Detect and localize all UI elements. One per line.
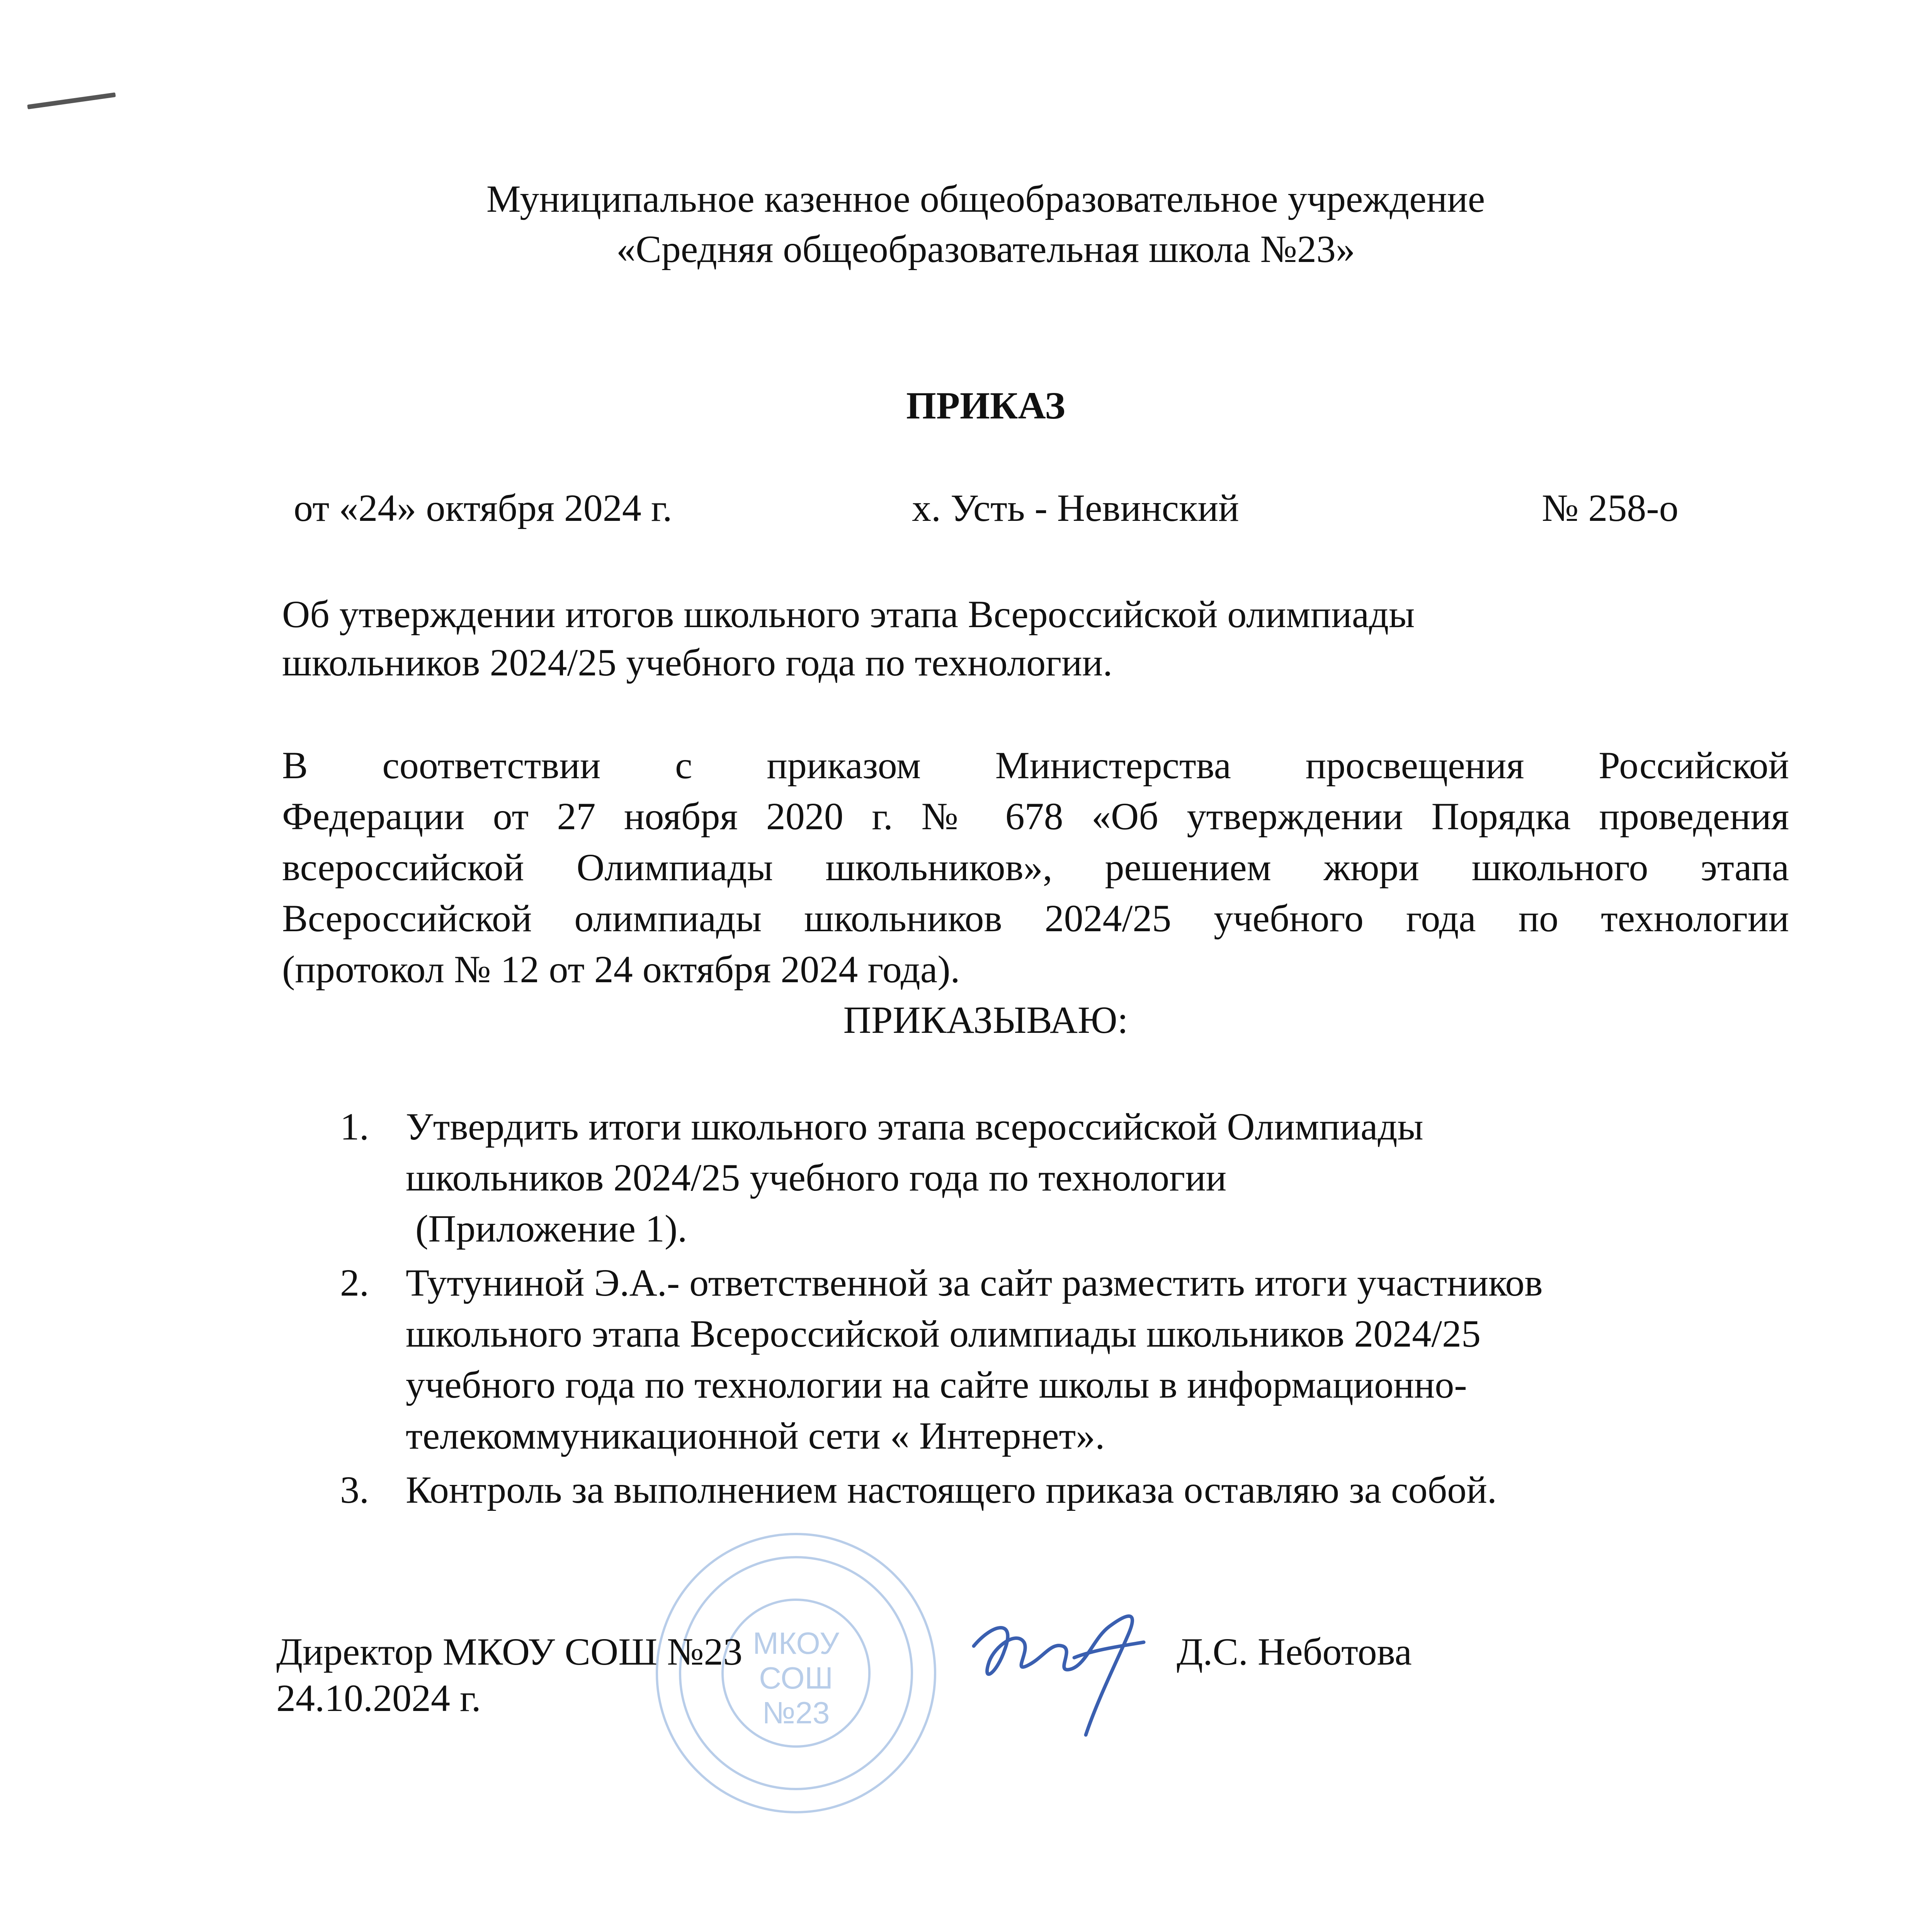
list-item-line: Утвердить итоги школьного этапа всероссийской Олимпиады [406,1105,1423,1148]
signatory-name: Д.С. Неботова [1177,1630,1412,1673]
list-item [305,1464,1812,1515]
preamble-line4: Всероссийской олимпиады школьников 2024/25 учебного года по технологии [282,897,1789,940]
order-subject-line1: Об утверждении итогов школьного этапа Всероссийской олимпиады [282,593,1415,636]
org-name-line2: «Средняя общеобразовательная школа №23» [616,228,1355,270]
stamp-text-3: №23 [762,1696,830,1730]
list-item-line: Тутуниной Э.А.- ответственной за сайт разместить итоги участников [406,1261,1543,1304]
scan-artifact-mark [27,92,116,109]
org-name-line1: Муниципальное казенное общеобразовательное учреждение [486,177,1485,220]
signatory-position: Директор МКОУ СОШ №23 [276,1630,743,1673]
list-item-number: 3. [340,1468,369,1511]
order-subject-line2: школьников 2024/25 учебного года по технологии. [282,641,1113,684]
order-number: № 258-о [1542,486,1679,529]
decree-word: ПРИКАЗЫВАЮ: [843,998,1128,1041]
preamble-line1: В соответствии с приказом Министерства просвещения Российской [282,744,1789,787]
list-item-number: 1. [340,1105,369,1148]
list-item-line: (Приложение 1). [406,1207,687,1250]
list-item-number: 2. [340,1261,369,1304]
preamble-line3: всероссийской Олимпиады школьников», решением жюри школьного этапа [282,846,1789,889]
list-item-line: телекоммуникационной сети « Интернет». [406,1414,1105,1457]
order-place: х. Усть - Невинский [912,486,1239,529]
list-item [305,1257,1812,1461]
stamp-text-1: МКОУ [753,1626,839,1660]
preamble-line5: (протокол № 12 от 24 октября 2024 года). [282,948,960,991]
stamp-text-2: СОШ [759,1661,833,1695]
signature-date: 24.10.2024 г. [276,1677,481,1719]
decree-items-list [305,1101,1812,1519]
handwritten-signature-icon [958,1584,1159,1747]
list-item-line: учебного года по технологии на сайте школы в информационно- [406,1363,1467,1406]
list-item-line: Контроль за выполнением настоящего приказа оставляю за собой. [406,1468,1497,1511]
document-title: ПРИКАЗ [906,384,1065,427]
preamble-line2: Федерации от 27 ноября 2020 г. № 678 «Об утверждении Порядка проведения [282,795,1789,838]
list-item-line: школьного этапа Всероссийской олимпиады школьников 2024/25 [406,1312,1481,1355]
order-date: от «24» октября 2024 г. [294,486,672,529]
list-item [305,1101,1812,1254]
list-item-line: школьников 2024/25 учебного года по технологии [406,1156,1227,1199]
